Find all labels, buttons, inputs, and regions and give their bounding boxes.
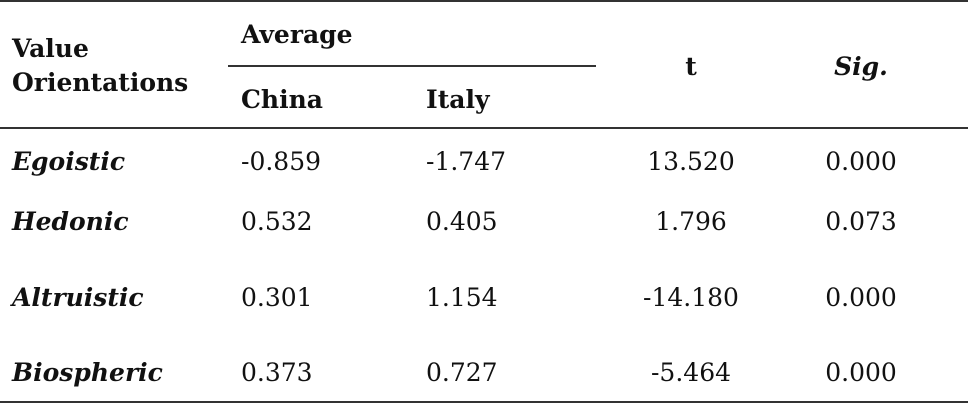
header-t: t <box>685 52 697 81</box>
cell-t: 1.796 <box>655 207 727 236</box>
cell-italy: 0.727 <box>426 358 498 387</box>
header-sig: Sig. <box>834 52 888 81</box>
cell-italy: -1.747 <box>426 147 507 176</box>
bottom-rule <box>0 401 968 403</box>
cell-sig: 0.073 <box>825 207 897 236</box>
row-label: Egoistic <box>12 147 126 176</box>
header-value-orientations-line2: Orientations <box>12 68 189 97</box>
cell-china: 0.532 <box>241 207 313 236</box>
row-label: Biospheric <box>12 358 163 387</box>
cell-china: -0.859 <box>241 147 322 176</box>
cell-t: -14.180 <box>643 283 739 312</box>
cell-sig: 0.000 <box>825 358 897 387</box>
cell-sig: 0.000 <box>825 147 897 176</box>
cell-t: 13.520 <box>647 147 735 176</box>
average-underline <box>228 65 596 67</box>
top-rule <box>0 0 968 2</box>
header-bottom-rule <box>0 127 968 129</box>
header-china: China <box>241 85 323 114</box>
header-average: Average <box>241 20 353 49</box>
header-value-orientations-line1: Value <box>12 34 89 63</box>
row-label: Altruistic <box>12 283 144 312</box>
cell-italy: 0.405 <box>426 207 498 236</box>
cell-sig: 0.000 <box>825 283 897 312</box>
header-italy: Italy <box>426 85 490 114</box>
cell-t: -5.464 <box>650 358 732 387</box>
cell-china: 0.301 <box>241 283 313 312</box>
cell-italy: 1.154 <box>426 283 498 312</box>
row-label: Hedonic <box>12 207 129 236</box>
cell-china: 0.373 <box>241 358 313 387</box>
